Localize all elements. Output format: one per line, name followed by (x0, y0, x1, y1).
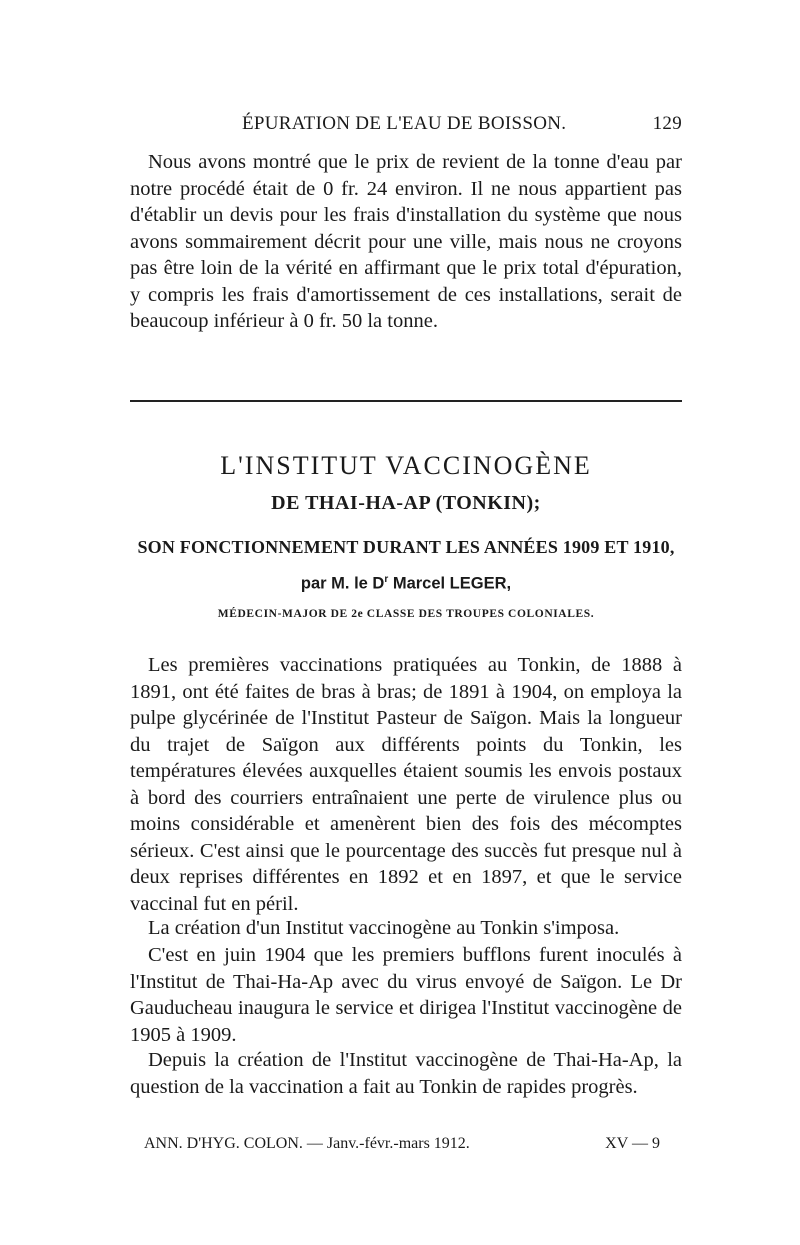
author-name: Marcel LEGER, (388, 574, 512, 593)
running-header (130, 113, 682, 139)
page-number: 129 (652, 113, 682, 134)
article-subtitle: DE THAI-HA-AP (TONKIN); (271, 492, 541, 514)
article-subheading: SON FONCTIONNEMENT DURANT LES ANNÉES 1909 ET 1910, (137, 537, 675, 557)
byline-sup: r (384, 574, 389, 585)
section-divider (130, 400, 682, 402)
body-paragraph-3: C'est en juin 1904 que les premiers bufflons furent inoculés à l'Institut de Thai-Ha-Ap avec du virus envoyé de Saïgon. Le Dr Gauducheau inaugura le service et dirigea l'Institut vaccinogène de 1905 à 1909. (130, 944, 682, 1046)
signature-mark: XV — 9 (605, 1135, 660, 1152)
body-paragraph-1: Les premières vaccinations pratiquées au Tonkin, de 1888 à 1891, ont été faites de bras à bras; de 1891 à 1904, on employa la pulpe glycérinée de l'Institut Pasteur de Saïgon. Mais la longueur du trajet de Saïgon aux différents points du Tonkin, les températures élevées auxquelles étaient soumis les envois postaux à bord des courriers entraînaient une perte de virulence plus ou moins considérable et amenèrent bien des fois des mécomptes sérieux. C'est ainsi que le pourcentage des succès fut presque nul à deux reprises différentes en 1892 et en 1897, et que le service vaccinal fut en péril. (130, 654, 682, 915)
journal-citation: ANN. D'HYG. COLON. — Janv.-févr.-mars 1912. (144, 1135, 470, 1152)
body-paragraph-4: Depuis la création de l'Institut vaccinogène de Thai-Ha-Ap, la question de la vaccination a fait au Tonkin de rapides progrès. (130, 1049, 682, 1098)
author-affiliation: MÉDECIN-MAJOR DE 2e CLASSE DES TROUPES COLONIALES. (217, 608, 595, 620)
byline-prefix: par M. le D (300, 574, 385, 593)
article-title: L'INSTITUT VACCINOGÈNE (220, 451, 592, 480)
page-footer (144, 1135, 660, 1157)
running-title: ÉPURATION DE L'EAU DE BOISSON. (242, 113, 567, 134)
author-byline (130, 574, 682, 594)
closing-paragraph: Nous avons montré que le prix de revient de la tonne d'eau par notre procédé était de 0 fr. 24 environ. Il ne nous appartient pas d'établir un devis pour les frais d'installation du système que nous avons sommairement décrit pour une ville, mais nous ne croyons pas être loin de la vérité en affirmant que le prix total d'épuration, y compris les frais d'amortissement de ces installations, serait de beaucoup inférieur à 0 fr. 50 la tonne. (130, 151, 682, 332)
body-paragraph-2: La création d'un Institut vaccinogène au Tonkin s'imposa. (148, 917, 620, 939)
